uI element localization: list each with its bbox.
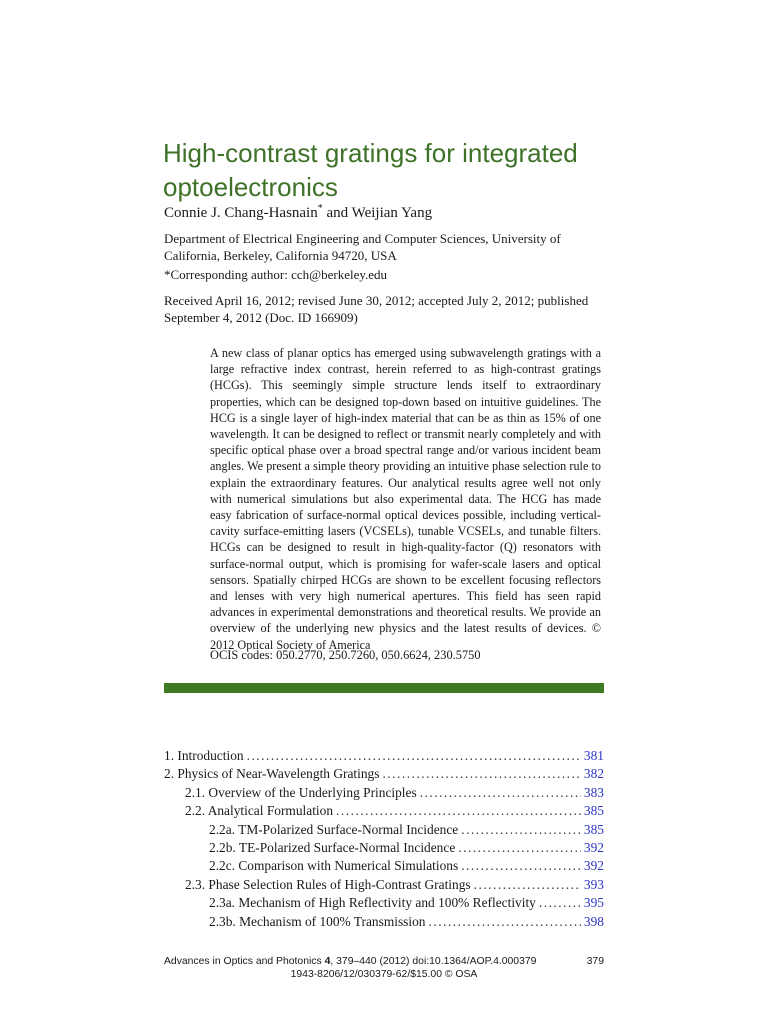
toc-leader (420, 784, 581, 802)
toc-entry[interactable] (185, 784, 604, 802)
toc-entry-label: 2.3. Phase Selection Rules of High-Contrast Gratings (185, 876, 471, 892)
toc-leader (539, 894, 581, 912)
toc-entry-page[interactable]: 393 (583, 876, 604, 892)
page-number: 379 (586, 956, 604, 967)
toc-entry-page[interactable]: 392 (583, 840, 604, 855)
toc-leader (474, 876, 581, 894)
toc-entry-label: 2.1. Overview of the Underlying Principles (185, 784, 417, 800)
toc-entry[interactable] (209, 857, 604, 875)
toc-entry[interactable] (209, 894, 604, 912)
toc-entry-page[interactable]: 398 (583, 913, 604, 929)
citation-details: , 379–440 (2012) doi:10.1364/AOP.4.000379 (330, 956, 537, 967)
toc-leader (458, 839, 581, 857)
toc-entry-label: 2. Physics of Near-Wavelength Gratings (164, 766, 380, 782)
journal-volume: 4 (324, 956, 331, 967)
toc-entry[interactable] (209, 913, 604, 931)
author-list (164, 205, 432, 222)
toc-leader (336, 802, 581, 820)
toc-entry-label: 2.2b. TE-Polarized Surface-Normal Incidence (209, 840, 456, 855)
corresponding-author: *Corresponding author: cch@berkeley.edu (164, 267, 388, 282)
author-secondary: and Weijian Yang (322, 205, 433, 221)
page-footer (164, 955, 604, 981)
received-dates: Received April 16, 2012; revised June 30, 2012; accepted July 2, 2012; published September 4, 2012 (Doc. ID 166909) (164, 293, 589, 325)
toc-entry-page[interactable]: 383 (583, 784, 604, 800)
toc-entry[interactable] (209, 821, 604, 839)
toc-leader (429, 913, 581, 931)
toc-entry-label: 2.3a. Mechanism of High Reflectivity and 100% Reflectivity (209, 895, 536, 911)
toc-entry-label: 2.2. Analytical Formulation (185, 803, 334, 819)
author-primary: Connie J. Chang-Hasnain (164, 205, 318, 221)
affiliation: Department of Electrical Engineering and Computer Sciences, University of California, Berkeley, California 94720, USA (164, 231, 561, 263)
toc-entry-label: 2.2a. TM-Polarized Surface-Normal Incidence (209, 821, 459, 837)
toc-entry-page[interactable]: 392 (583, 858, 604, 874)
toc-entry-label: 2.3b. Mechanism of 100% Transmission (209, 913, 426, 929)
journal-name: Advances in Optics and Photonics (164, 956, 325, 967)
toc-entry-page[interactable]: 381 (583, 748, 604, 763)
article-title: High-contrast gratings for integrated optoelectronics (163, 138, 578, 202)
journal-citation (164, 955, 536, 968)
toc-entry-label: 1. Introduction (164, 748, 244, 763)
abstract: A new class of planar optics has emerged using subwavelength gratings with a large refractive index contrast, herein referred to as high-contrast gratings (HCGs). This seemingly simple structure lends itself to extraordinary properties, which can be designed top-down based on intuitive guidelines. The HCG is a single layer of high-index material that can be as thin as 15% of one wavelength. It can be designed to reflect or transmit nearly completely and with specific optical phase over a broad spectral range and/or various incident beam angles. We present a simple theory providing an intuitive phase selection rule to explain the extraordinary features. Our analytical results agree well not only with numerical simulations but also experimental data. The HCG has made easy fabrication of surface-normal optical devices possible, including vertical-cavity surface-emitting lasers (VCSELs), tunable VCSELs, and tunable filters. HCGs can be designed to result in high-quality-factor (Q) resonators with surface-normal output, which is promising for wafer-scale lasers and optical sensors. Spatially chirped HCGs are shown to be excellent focusing reflectors and lenses with very high numerical apertures. This field has seen rapid advances in experimental demonstrations and theoretical results. We provide an overview of the underlying new physics and the latest results of devices. © 2012 Optical Society of America (210, 346, 601, 652)
toc-entry-page[interactable]: 385 (583, 803, 604, 819)
corresponding-mark: * (317, 203, 323, 214)
toc-entry-label: 2.2c. Comparison with Numerical Simulations (209, 858, 459, 874)
toc-leader (461, 821, 581, 839)
toc-entry[interactable] (164, 747, 604, 765)
toc-entry-page[interactable]: 382 (583, 766, 604, 782)
issn-line: 1943-8206/12/030379-62/$15.00 © OSA (290, 969, 478, 980)
ocis-codes: OCIS codes: 050.2770, 250.7260, 050.6624, 230.5750 (210, 648, 481, 662)
toc-entry[interactable] (185, 876, 604, 894)
toc-leader (382, 765, 580, 783)
toc-leader (247, 747, 581, 765)
toc-entry-page[interactable]: 395 (583, 895, 604, 911)
toc-entry[interactable] (164, 765, 604, 783)
toc-entry-page[interactable]: 385 (583, 821, 604, 837)
toc-entry[interactable] (185, 802, 604, 820)
toc-entry[interactable] (209, 839, 604, 857)
toc-leader (461, 857, 581, 875)
section-divider (164, 683, 604, 693)
